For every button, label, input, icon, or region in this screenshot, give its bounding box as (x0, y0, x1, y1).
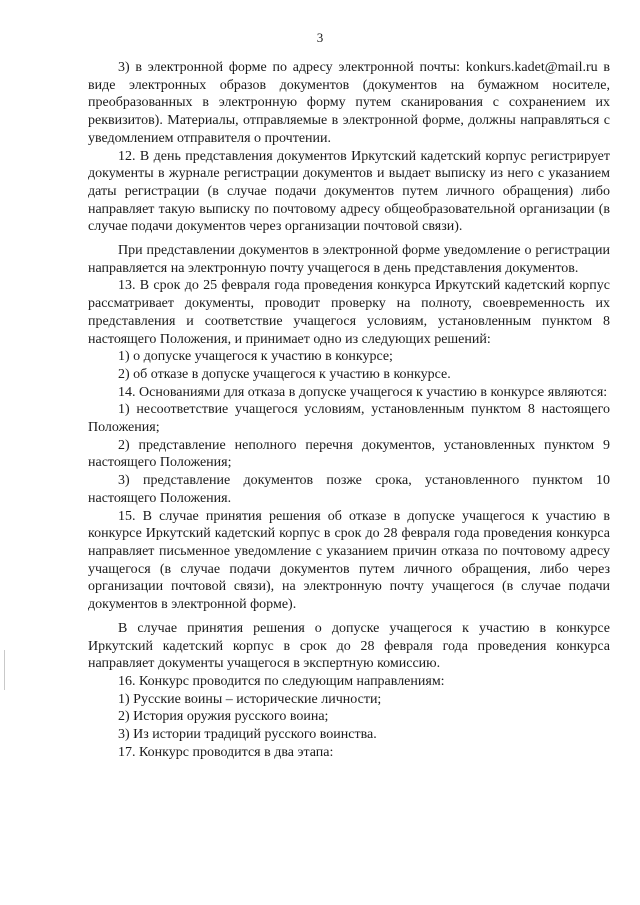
document-body (88, 59, 610, 761)
paragraph-clause-15: 15. В случае принятия решения об отказе в допуске учащегося к участию в конкурсе Иркутский кадетский корпус в срок до 28 февраля года проведения конкурса направляет письменное уведомление с указанием причин отказа по почтовому адресу учащегося (в случае подачи документов путем личного обращения, либо через организации почтовой связи), на электронную почту учащегося (в случае подачи документов в электронной форме). (88, 508, 610, 613)
paragraph-clause-17: 17. Конкурс проводится в два этапа: (118, 744, 334, 760)
list-item-ground-2: 2) представление неполного перечня документов, установленных пунктом 9 настоящего Положения; (88, 437, 610, 471)
list-item-refusal: 2) об отказе в допуске учащегося к участию в конкурсе. (118, 366, 451, 382)
list-item-ground-3: 3) представление документов позже срока, установленного пунктом 10 настоящего Положения. (88, 473, 610, 506)
paragraph-clause-16: 16. Конкурс проводится по следующим направлениям: (118, 673, 445, 689)
page-number: 3 (316, 30, 324, 45)
paragraph-clause-13: 13. В срок до 25 февраля года проведения конкурса Иркутский кадетский корпус рассматривает документы, проводит проверку на полноту, своевременность их представления и соответствие учащегося условиям, установленным пунктом 8 настоящего Положения, и принимает одно из следующих решений: (88, 278, 610, 347)
list-item-admission: 1) о допуске учащегося к участию в конкурсе; (118, 349, 393, 365)
list-item-direction-2: 2) История оружия русского воина; (118, 709, 329, 725)
paragraph-clause-14: 14. Основаниями для отказа в допуске учащегося к участию в конкурсе являются: (118, 384, 608, 400)
margin-mark (4, 650, 5, 690)
list-item-direction-3: 3) Из истории традиций русского воинства. (118, 727, 377, 743)
paragraph-electronic-notice: При представлении документов в электронной форме уведомление о регистрации направляется на электронную почту учащегося в день представления документов. (88, 243, 610, 276)
paragraph-item-3-email: 3) в электронной форме по адресу электронной почты: konkurs.kadet@mail.ru в виде электронных образов документов (документов на бумажном носителе, преобразованных в электронную форму путем сканирования с сохранением их реквизитов). Материалы, отправляемые в электронной форме, должны направляться с уведомлением отправителя о прочтении. (88, 60, 610, 146)
paragraph-admission-decision: В случае принятия решения о допуске учащегося к участию в конкурсе Иркутский кадетский корпус в срок до 28 февраля года проведения конкурса направляет документы учащегося в экспертную комиссию. (88, 620, 610, 672)
list-item-direction-1: 1) Русские воины – исторические личности; (118, 691, 382, 707)
list-item-ground-1: 1) несоответствие учащегося условиям, установленным пунктом 8 настоящего Положения; (88, 402, 610, 436)
paragraph-clause-12: 12. В день представления документов Иркутский кадетский корпус регистрирует документы в журнале регистрации документов и выдает выписку из него с указанием даты регистрации (в случае подачи документов путем личного обращения) либо направляет такую выписку по почтовому адресу общеобразовательной организации (в случае подачи документов через организации почтовой связи). (88, 148, 610, 235)
